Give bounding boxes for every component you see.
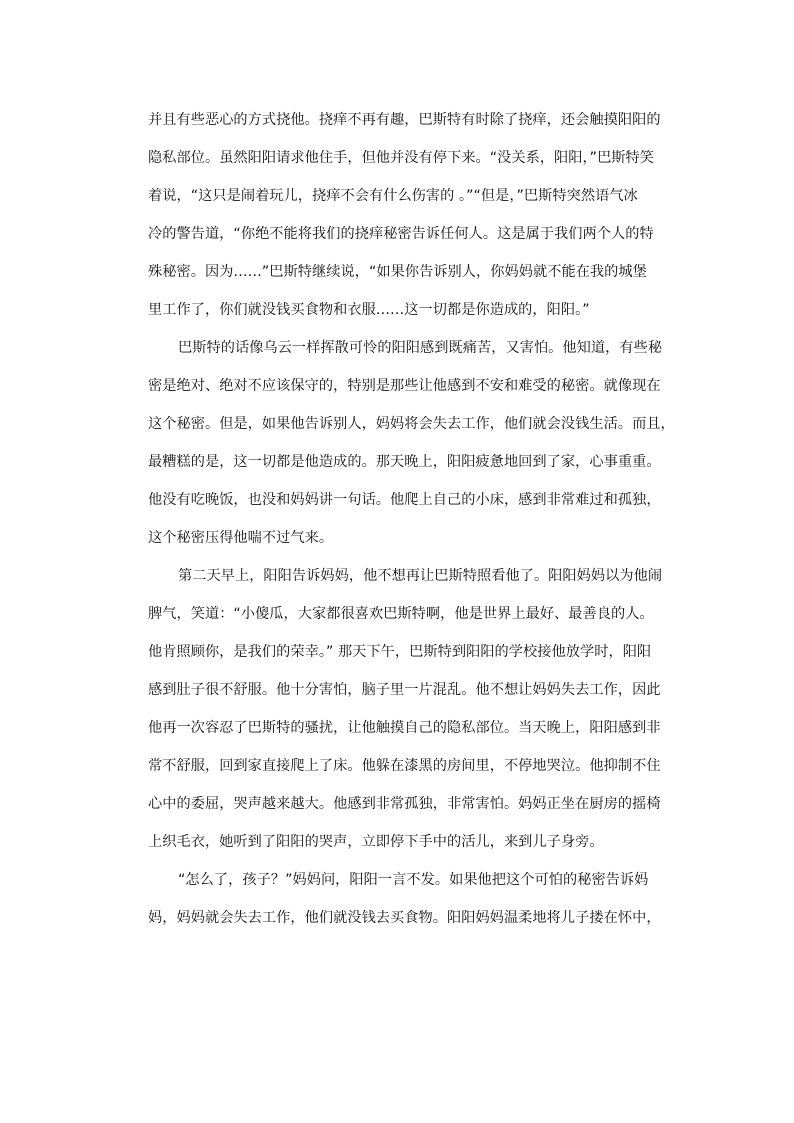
text-line-22: 妈，妈妈就会失去工作，他们就没钱去买食物。阳阳妈妈温柔地将儿子搂在怀中， <box>148 910 661 926</box>
text-line-4: 冷的警告道，“你绝不能将我们的挠痒秘密告诉任何人。这是属于我们两个人的特 <box>148 226 654 242</box>
paragraph-3-line-1: 第二天早上，阳阳告诉妈妈，他不想再让巴斯特照看他了。阳阳妈妈以为他闹 <box>178 568 663 584</box>
text-line-9: 这个秘密。但是，如果他告诉别人，妈妈将会失去工作，他们就会没钱生活。而且， <box>148 416 675 432</box>
text-line-2: 隐私部位。虽然阳阳请求他住手，但他并没有停下来。“没关系，阳阳，”巴斯特笑 <box>148 150 655 166</box>
text-line-6: 里工作了，你们就没钱买食物和衣服……这一切都是你造成的，阳阳。” <box>148 302 590 318</box>
text-line-16: 感到肚子很不舒服。他十分害怕，脑子里一片混乱。他不想让妈妈失去工作，因此 <box>148 682 661 698</box>
text-line-18: 常不舒服，回到家直接爬上了床。他躲在漆黑的房间里，不停地哭泣。他抑制不住 <box>148 758 661 774</box>
text-line-10: 最糟糕的是，这一切都是他造成的。那天晚上，阳阳疲惫地回到了家，心事重重。 <box>148 454 661 470</box>
text-line-14: 脾气，笑道：“小傻瓜，大家都很喜欢巴斯特啊，他是世界上最好、最善良的人。 <box>148 606 654 622</box>
paragraph-2-line-1: 巴斯特的话像乌云一样挥散可怜的阳阳感到既痛苦，又害怕。他知道，有些秘 <box>178 340 663 356</box>
text-line-15: 他肯照顾你，是我们的荣幸。” 那天下午，巴斯特到阳阳的学校接他放学时，阳阳 <box>148 644 652 660</box>
text-line-8: 密是绝对、绝对不应该保守的，特别是那些让他感到不安和难受的秘密。就像现在 <box>148 378 661 394</box>
text-line-1: 并且有些恶心的方式挠他。挠痒不再有趣，巴斯特有时除了挠痒，还会触摸阳阳的 <box>148 112 661 128</box>
text-line-5: 殊秘密。因为……”巴斯特继续说，“如果你告诉别人，你妈妈就不能在我的城堡 <box>148 264 647 280</box>
text-line-11: 他没有吃晚饭，也没和妈妈讲一句话。他爬上自己的小床，感到非常难过和孤独， <box>148 492 661 508</box>
text-line-3: 着说，“这只是闹着玩儿，挠痒不会有什么伤害的 。”“但是，”巴斯特突然语气冰 <box>148 188 638 204</box>
text-line-17: 他再一次容忍了巴斯特的骚扰，让他触摸自己的隐私部位。当天晚上，阳阳感到非 <box>148 720 661 736</box>
paragraph-4-line-1: “怎么了，孩子？”妈妈问，阳阳一言不发。如果他把这个可怕的秘密告诉妈 <box>178 872 649 888</box>
text-line-19: 心中的委屈，哭声越来越大。他感到非常孤独，非常害怕。妈妈正坐在厨房的摇椅 <box>148 796 661 812</box>
text-line-12: 这个秘密压得他喘不过气来。 <box>148 530 334 546</box>
text-line-20: 上织毛衣，她听到了阳阳的哭声，立即停下手中的活儿，来到儿子身旁。 <box>148 834 604 850</box>
